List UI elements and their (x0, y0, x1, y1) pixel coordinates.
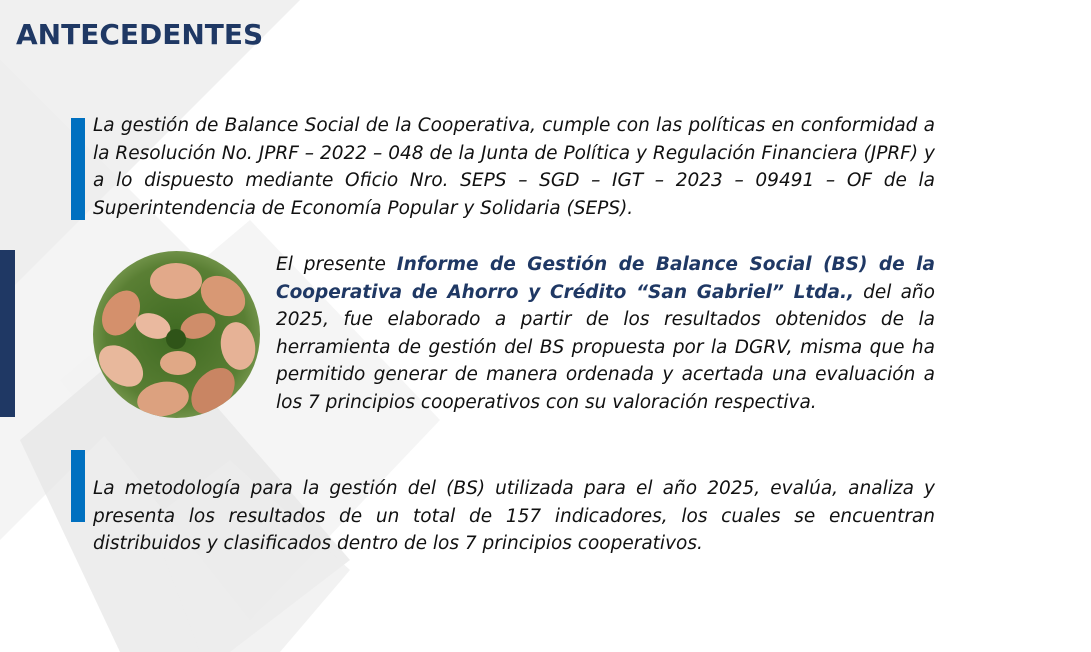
paragraph-2-rest: del año 2025, fue elaborado a partir de los resultados obtenidos de la herramienta de gestión del BS propuesta por la DGRV, misma que ha permitido generar de manera ordenada y acertada una evaluación a los 7 principios cooperativos con su valoración respectiva. (276, 281, 935, 413)
paragraph-2 (276, 251, 935, 417)
report-name-highlight: Informe de Gestión de Balance Social (BS) de la Cooperativa de Ahorro y Crédito “San Gabriel” Ltda., (276, 254, 936, 303)
hands-circle-photo (93, 251, 260, 418)
accent-bar-2 (71, 450, 85, 522)
paragraph-2-intro: El presente (276, 254, 397, 275)
paragraph-1: La gestión de Balance Social de la Cooperativa, cumple con las políticas en conformidad a la Resolución No. JPRF – 2022 – 048 de la Junta de Política y Regulación Financiera (JPRF) y a lo dispuesto mediante Oficio Nro. SEPS – SGD – IGT – 2023 – 09491 – OF de la Superintendencia de Economía Popular y Solidaria (SEPS). (93, 115, 935, 219)
paragraph-3: La metodología para la gestión del (BS) utilizada para el año 2025, evalúa, analiza y presenta los resultados de un total de 157 indicadores, los cuales se encuentran distribuidos y clasificados dentro de los 7 principios cooperativos. (93, 478, 935, 555)
accent-bar-1 (71, 118, 85, 220)
page-title: ANTECEDENTES (16, 18, 264, 51)
side-accent-bar (0, 250, 15, 417)
